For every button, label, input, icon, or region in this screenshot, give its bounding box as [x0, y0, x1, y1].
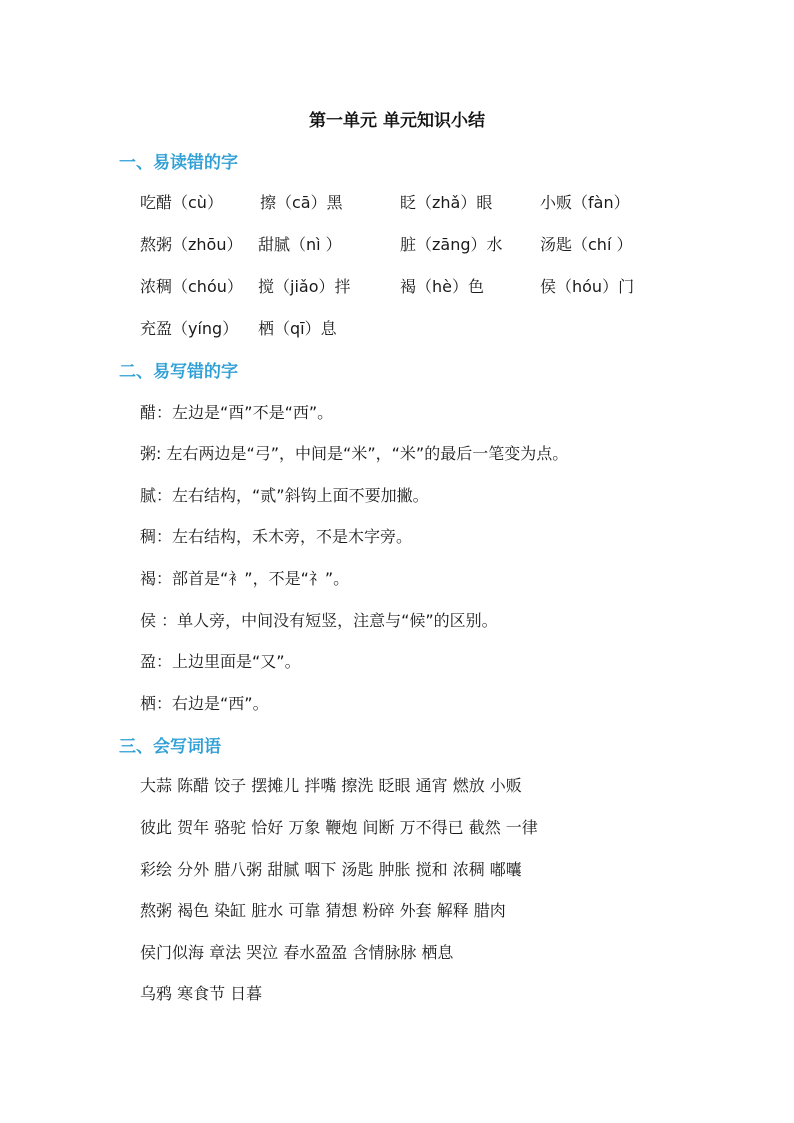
writing-note: 栖：右边是“西”。 [140, 694, 269, 713]
pinyin-item: 脏（zāng）水 [400, 235, 503, 254]
pinyin-item: 栖（qī）息 [258, 319, 337, 338]
page-title: 第一单元 单元知识小结 [309, 111, 485, 131]
word-list-line: 大蒜 陈醋 饺子 摆摊儿 拌嘴 擦洗 眨眼 通宵 燃放 小贩 [140, 776, 522, 795]
pinyin-item: 熬粥（zhōu） [140, 235, 243, 254]
writing-note: 腻：左右结构，“贰”斜钩上面不要加撇。 [140, 486, 429, 505]
writing-note: 褐：部首是“衤”，不是“礻”。 [140, 569, 350, 588]
word-list-line: 彩绘 分外 腊八粥 甜腻 咽下 汤匙 肿胀 搅和 浓稠 嘟囔 [140, 860, 522, 879]
pinyin-item: 擦（cā）黑 [260, 193, 343, 212]
word-list-line: 侯门似海 章法 哭泣 春水盈盈 含情脉脉 栖息 [140, 943, 454, 962]
word-list-line: 熬粥 褐色 染缸 脏水 可靠 猜想 粉碎 外套 解释 腊肉 [140, 901, 506, 920]
word-list-line: 彼此 贺年 骆驼 恰好 万象 鞭炮 间断 万不得已 截然 一律 [140, 818, 538, 837]
pinyin-item: 汤匙（chí ） [540, 235, 633, 254]
section-heading-1: 一、易读错的字 [119, 153, 238, 173]
pinyin-item: 甜腻（nì ） [258, 235, 342, 254]
pinyin-item: 充盈（yíng） [140, 319, 239, 338]
pinyin-item: 侯（hóu）门 [540, 277, 635, 296]
section-heading-3: 三、会写词语 [119, 737, 221, 757]
pinyin-item: 吃醋（cù） [140, 193, 223, 212]
word-list-line: 乌鸦 寒食节 日暮 [140, 984, 263, 1003]
pinyin-item: 搅（jiǎo）拌 [258, 277, 351, 296]
writing-note: 侯 ：单人旁，中间没有短竖，注意与“候”的区别。 [140, 611, 498, 630]
pinyin-item: 褐（hè）色 [400, 277, 484, 296]
writing-note: 粥: 左右两边是“弓”，中间是“米”，“米”的最后一笔变为点。 [140, 444, 569, 463]
pinyin-item: 眨（zhǎ）眼 [400, 193, 493, 212]
writing-note: 稠：左右结构，禾木旁，不是木字旁。 [140, 527, 413, 546]
writing-note: 盈：上边里面是“又”。 [140, 652, 301, 671]
section-heading-2: 二、易写错的字 [119, 362, 238, 382]
pinyin-item: 小贩（fàn） [540, 193, 630, 212]
pinyin-item: 浓稠（chóu） [140, 277, 243, 296]
writing-note: 醋：左边是“酉”不是“西”。 [140, 403, 334, 422]
